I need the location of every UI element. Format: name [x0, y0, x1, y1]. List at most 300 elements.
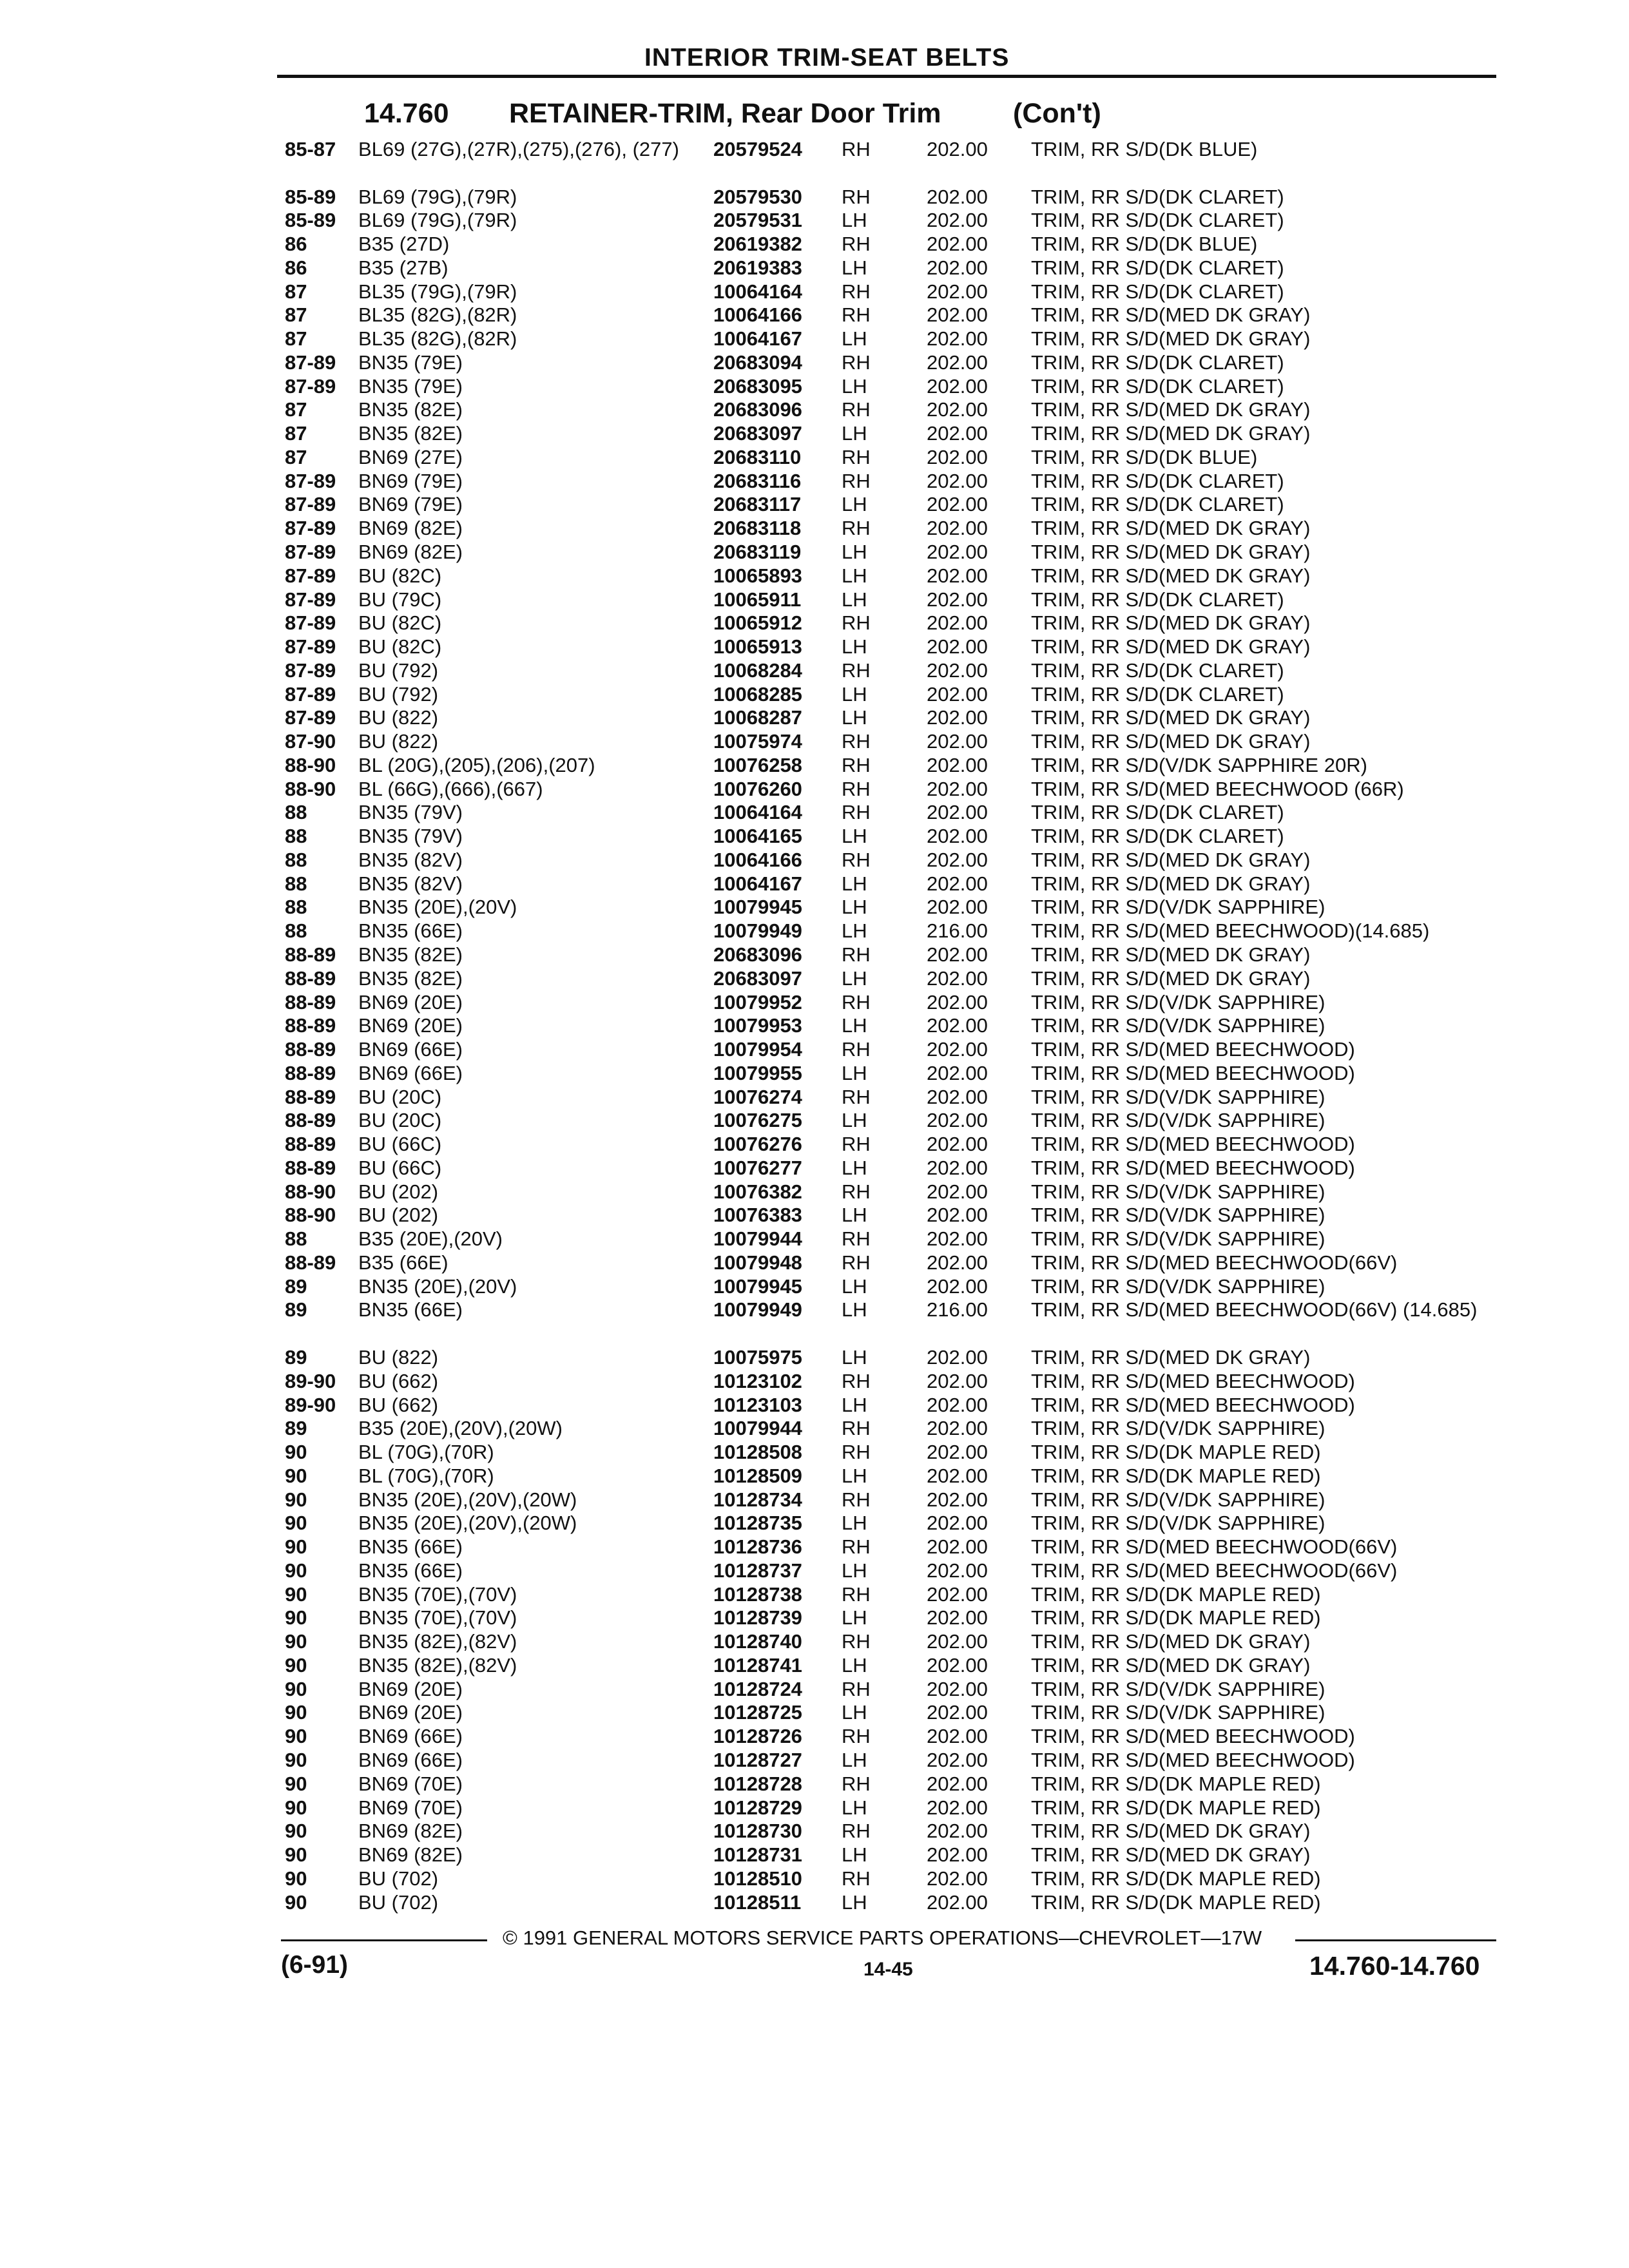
side-cell: RH [842, 1369, 871, 1392]
side-cell: LH [842, 1749, 867, 1771]
model-code-cell: BL69 (27G),(27R),(275),(276), (277) [358, 138, 679, 160]
part-number-cell: 10076260 [713, 777, 802, 800]
table-row [0, 398, 1629, 422]
model-code-cell: BN69 (20E) [358, 1014, 463, 1037]
model-year-cell: 88-89 [285, 943, 336, 966]
model-year-cell: 88-90 [285, 1180, 336, 1203]
table-row [0, 186, 1629, 209]
model-year-cell: 88-89 [285, 1038, 336, 1061]
side-cell: RH [842, 445, 871, 468]
model-year-cell: 87-89 [285, 517, 336, 540]
part-number-cell: 10128510 [713, 1867, 802, 1890]
description-cell: TRIM, RR S/D(DK MAPLE RED) [1031, 1796, 1321, 1819]
table-row [0, 1346, 1629, 1370]
side-cell: LH [842, 1653, 867, 1677]
description-cell: TRIM, RR S/D(V/DK SAPPHIRE) [1031, 896, 1325, 919]
side-cell: RH [842, 753, 871, 776]
model-year-cell: 89 [285, 1345, 307, 1369]
side-cell: LH [842, 1298, 867, 1321]
table-row [0, 1843, 1629, 1867]
table-row [0, 635, 1629, 659]
description-cell: TRIM, RR S/D(DK CLARET) [1031, 658, 1284, 682]
side-cell: RH [842, 1180, 871, 1203]
model-code-cell: BN35 (66E) [358, 919, 463, 943]
model-year-cell: 89-90 [285, 1369, 336, 1392]
part-number-cell: 10065893 [713, 564, 802, 587]
header-rule [277, 75, 1496, 78]
price-cell: 202.00 [927, 185, 988, 208]
price-cell: 202.00 [927, 777, 988, 800]
side-cell: LH [842, 564, 867, 587]
model-year-cell: 87-90 [285, 730, 336, 753]
description-cell: TRIM, RR S/D(MED DK GRAY) [1031, 327, 1311, 351]
model-year-cell: 88-89 [285, 966, 336, 990]
part-number-cell: 10128726 [713, 1725, 802, 1748]
model-code-cell: BN69 (70E) [358, 1772, 463, 1795]
table-row [0, 778, 1629, 802]
description-cell: TRIM, RR S/D(MED BEECHWOOD)(14.685) [1031, 919, 1430, 943]
price-cell: 202.00 [927, 966, 988, 990]
description-cell: TRIM, RR S/D(MED DK GRAY) [1031, 848, 1311, 871]
description-cell: TRIM, RR S/D(DK CLARET) [1031, 801, 1284, 824]
price-cell: 202.00 [927, 1820, 988, 1843]
table-row [0, 351, 1629, 375]
table-row [0, 754, 1629, 778]
table-row [0, 1583, 1629, 1607]
description-cell: TRIM, RR S/D(MED BEECHWOOD (66R) [1031, 777, 1404, 800]
model-code-cell: BU (20C) [358, 1085, 442, 1108]
table-row [0, 493, 1629, 517]
model-year-cell: 87-89 [285, 706, 336, 729]
price-cell: 202.00 [927, 1749, 988, 1771]
side-cell: LH [842, 1890, 867, 1914]
description-cell: TRIM, RR S/D(MED BEECHWOOD) [1031, 1393, 1355, 1416]
description-cell: TRIM, RR S/D(DK BLUE) [1031, 138, 1258, 160]
part-number-cell: 10128734 [713, 1488, 802, 1511]
table-row [0, 1749, 1629, 1773]
table-row [0, 1275, 1629, 1299]
side-cell: LH [842, 1393, 867, 1416]
model-code-cell: BN35 (66E) [358, 1535, 463, 1559]
model-year-cell: 90 [285, 1701, 307, 1724]
model-code-cell: BU (82C) [358, 635, 442, 658]
side-cell: LH [842, 1512, 867, 1535]
price-cell: 202.00 [927, 1393, 988, 1416]
part-number-cell: 10076276 [713, 1133, 802, 1156]
model-code-cell: BN35 (82E) [358, 422, 463, 445]
model-year-cell: 88-90 [285, 753, 336, 776]
footer-page-number: 14-45 [863, 1959, 913, 1980]
model-code-cell: BN35 (70E),(70V) [358, 1582, 517, 1606]
model-year-cell: 90 [285, 1559, 307, 1582]
table-row [0, 967, 1629, 991]
side-cell: RH [842, 1417, 871, 1440]
description-cell: TRIM, RR S/D(V/DK SAPPHIRE 20R) [1031, 753, 1367, 776]
side-cell: RH [842, 1133, 871, 1156]
description-cell: TRIM, RR S/D(DK MAPLE RED) [1031, 1464, 1321, 1487]
model-year-cell: 90 [285, 1890, 307, 1914]
model-year-cell: 90 [285, 1749, 307, 1771]
model-year-cell: 89-90 [285, 1393, 336, 1416]
side-cell: LH [842, 422, 867, 445]
price-cell: 202.00 [927, 848, 988, 871]
description-cell: TRIM, RR S/D(MED DK GRAY) [1031, 517, 1311, 540]
part-number-cell: 10128509 [713, 1464, 802, 1487]
model-year-cell: 87-89 [285, 493, 336, 516]
table-row [0, 1701, 1629, 1725]
part-number-cell: 10076258 [713, 753, 802, 776]
price-cell: 202.00 [927, 256, 988, 279]
model-year-cell: 88 [285, 848, 307, 871]
table-row [0, 1535, 1629, 1559]
description-cell: TRIM, RR S/D(DK CLARET) [1031, 682, 1284, 706]
model-year-cell: 87-89 [285, 658, 336, 682]
model-code-cell: BN35 (20E),(20V) [358, 896, 517, 919]
price-cell: 202.00 [927, 658, 988, 682]
table-row [0, 872, 1629, 896]
model-year-cell: 86 [285, 233, 307, 256]
price-cell: 202.00 [927, 1061, 988, 1084]
description-cell: TRIM, RR S/D(DK CLARET) [1031, 351, 1284, 374]
side-cell: RH [842, 1772, 871, 1795]
model-year-cell: 87 [285, 445, 307, 468]
price-cell: 202.00 [927, 1180, 988, 1203]
description-cell: TRIM, RR S/D(MED DK GRAY) [1031, 635, 1311, 658]
part-number-cell: 10064164 [713, 801, 802, 824]
side-cell: RH [842, 801, 871, 824]
side-cell: RH [842, 1820, 871, 1843]
part-number-cell: 20683094 [713, 351, 802, 374]
description-cell: TRIM, RR S/D(DK BLUE) [1031, 233, 1258, 256]
description-cell: TRIM, RR S/D(MED DK GRAY) [1031, 611, 1311, 635]
side-cell: RH [842, 1535, 871, 1559]
description-cell: TRIM, RR S/D(DK CLARET) [1031, 493, 1284, 516]
model-code-cell: BL35 (79G),(79R) [358, 280, 517, 303]
model-code-cell: BN69 (66E) [358, 1725, 463, 1748]
part-number-cell: 10076274 [713, 1085, 802, 1108]
description-cell: TRIM, RR S/D(MED BEECHWOOD) [1031, 1038, 1355, 1061]
description-cell: TRIM, RR S/D(V/DK SAPPHIRE) [1031, 1109, 1325, 1132]
part-number-cell: 10076383 [713, 1204, 802, 1227]
model-year-cell: 86 [285, 256, 307, 279]
model-year-cell: 88-89 [285, 1061, 336, 1084]
side-cell: RH [842, 1251, 871, 1274]
side-cell: LH [842, 682, 867, 706]
part-number-cell: 10079953 [713, 1014, 802, 1037]
part-number-cell: 20619383 [713, 256, 802, 279]
side-cell: RH [842, 1630, 871, 1653]
side-cell: RH [842, 777, 871, 800]
description-cell: TRIM, RR S/D(V/DK SAPPHIRE) [1031, 990, 1325, 1014]
table-row [0, 1038, 1629, 1062]
table-row [0, 730, 1629, 754]
description-cell: TRIM, RR S/D(MED BEECHWOOD(66V) (14.685) [1031, 1298, 1478, 1321]
side-cell: LH [842, 1796, 867, 1819]
part-number-cell: 10068284 [713, 658, 802, 682]
model-year-cell: 90 [285, 1677, 307, 1700]
part-number-cell: 20683097 [713, 422, 802, 445]
description-cell: TRIM, RR S/D(MED BEECHWOOD(66V) [1031, 1535, 1398, 1559]
model-code-cell: BN69 (82E) [358, 540, 463, 563]
part-number-cell: 10068287 [713, 706, 802, 729]
price-cell: 202.00 [927, 1630, 988, 1653]
model-year-cell: 90 [285, 1582, 307, 1606]
price-cell: 202.00 [927, 1109, 988, 1132]
price-cell: 202.00 [927, 540, 988, 563]
side-cell: LH [842, 256, 867, 279]
model-code-cell: BN35 (20E),(20V) [358, 1274, 517, 1298]
side-cell: LH [842, 327, 867, 351]
table-row [0, 1298, 1629, 1346]
price-cell: 202.00 [927, 1488, 988, 1511]
description-cell: TRIM, RR S/D(DK BLUE) [1031, 445, 1258, 468]
side-cell: RH [842, 1867, 871, 1890]
parts-table [0, 138, 1629, 1914]
side-cell: LH [842, 1606, 867, 1629]
part-number-cell: 10065912 [713, 611, 802, 635]
table-row [0, 541, 1629, 564]
model-year-cell: 88 [285, 919, 307, 943]
price-cell: 202.00 [927, 469, 988, 492]
side-cell: LH [842, 825, 867, 848]
model-year-cell: 85-87 [285, 138, 336, 160]
part-number-cell: 20579524 [713, 138, 802, 160]
description-cell: TRIM, RR S/D(DK CLARET) [1031, 825, 1284, 848]
price-cell: 202.00 [927, 1369, 988, 1392]
model-year-cell: 90 [285, 1725, 307, 1748]
price-cell: 202.00 [927, 1251, 988, 1274]
model-code-cell: BN35 (82E),(82V) [358, 1630, 517, 1653]
price-cell: 202.00 [927, 1464, 988, 1487]
model-code-cell: BU (702) [358, 1867, 439, 1890]
table-row [0, 1630, 1629, 1654]
model-year-cell: 89 [285, 1298, 307, 1321]
part-number-cell: 10079952 [713, 990, 802, 1014]
side-cell: RH [842, 730, 871, 753]
side-cell: LH [842, 1274, 867, 1298]
part-number-cell: 10076275 [713, 1109, 802, 1132]
model-year-cell: 88-89 [285, 1014, 336, 1037]
model-year-cell: 87 [285, 303, 307, 327]
description-cell: TRIM, RR S/D(DK CLARET) [1031, 209, 1284, 232]
table-row [0, 1062, 1629, 1086]
model-code-cell: BN35 (79E) [358, 351, 463, 374]
part-number-cell: 10123103 [713, 1393, 802, 1416]
price-cell: 202.00 [927, 398, 988, 421]
table-row [0, 1488, 1629, 1512]
footer-rule-right [1295, 1939, 1496, 1941]
part-number-cell: 10079954 [713, 1038, 802, 1061]
part-number-cell: 20683096 [713, 398, 802, 421]
side-cell: LH [842, 374, 867, 398]
model-year-cell: 88 [285, 872, 307, 895]
model-code-cell: BN35 (82E) [358, 398, 463, 421]
price-cell: 202.00 [927, 990, 988, 1014]
model-code-cell: BN35 (20E),(20V),(20W) [358, 1488, 577, 1511]
side-cell: LH [842, 1204, 867, 1227]
part-number-cell: 10123102 [713, 1369, 802, 1392]
description-cell: TRIM, RR S/D(MED BEECHWOOD) [1031, 1156, 1355, 1179]
description-cell: TRIM, RR S/D(MED DK GRAY) [1031, 564, 1311, 587]
description-cell: TRIM, RR S/D(MED DK GRAY) [1031, 1345, 1311, 1369]
model-code-cell: BU (822) [358, 730, 439, 753]
description-cell: TRIM, RR S/D(MED DK GRAY) [1031, 966, 1311, 990]
part-number-cell: 10128728 [713, 1772, 802, 1795]
price-cell: 202.00 [927, 1227, 988, 1251]
model-code-cell: BL69 (79G),(79R) [358, 185, 517, 208]
model-code-cell: BN69 (20E) [358, 990, 463, 1014]
model-code-cell: BN69 (82E) [358, 1843, 463, 1867]
part-number-cell: 10064167 [713, 872, 802, 895]
model-code-cell: B35 (20E),(20V) [358, 1227, 503, 1251]
section-name: RETAINER-TRIM, Rear Door Trim [509, 98, 941, 129]
price-cell: 202.00 [927, 1582, 988, 1606]
model-code-cell: BU (202) [358, 1180, 439, 1203]
price-cell: 202.00 [927, 1701, 988, 1724]
table-row [0, 1891, 1629, 1915]
model-year-cell: 88 [285, 1227, 307, 1251]
model-year-cell: 88-89 [285, 1133, 336, 1156]
price-cell: 202.00 [927, 1653, 988, 1677]
side-cell: RH [842, 398, 871, 421]
table-row [0, 1725, 1629, 1749]
side-cell: LH [842, 1061, 867, 1084]
table-row [0, 1204, 1629, 1227]
part-number-cell: 10065911 [713, 588, 802, 611]
model-code-cell: BU (66C) [358, 1133, 442, 1156]
side-cell: RH [842, 280, 871, 303]
part-number-cell: 10128735 [713, 1512, 802, 1535]
description-cell: TRIM, RR S/D(V/DK SAPPHIRE) [1031, 1014, 1325, 1037]
table-row [0, 303, 1629, 327]
table-row [0, 706, 1629, 730]
price-cell: 202.00 [927, 588, 988, 611]
model-code-cell: BN35 (82E) [358, 943, 463, 966]
part-number-cell: 10075974 [713, 730, 802, 753]
description-cell: TRIM, RR S/D(DK CLARET) [1031, 185, 1284, 208]
side-cell: LH [842, 919, 867, 943]
model-code-cell: BN35 (79V) [358, 801, 463, 824]
side-cell: LH [842, 540, 867, 563]
side-cell: RH [842, 1582, 871, 1606]
side-cell: RH [842, 303, 871, 327]
model-code-cell: BN69 (20E) [358, 1701, 463, 1724]
part-number-cell: 20619382 [713, 233, 802, 256]
model-code-cell: BL (66G),(666),(667) [358, 777, 543, 800]
section-continued: (Con't) [1013, 98, 1101, 129]
table-row [0, 1678, 1629, 1702]
part-number-cell: 20683117 [713, 493, 802, 516]
table-row [0, 256, 1629, 280]
part-number-cell: 10128731 [713, 1843, 802, 1867]
price-cell: 202.00 [927, 706, 988, 729]
model-code-cell: BU (82C) [358, 564, 442, 587]
side-cell: LH [842, 706, 867, 729]
model-year-cell: 88-90 [285, 777, 336, 800]
price-cell: 202.00 [927, 635, 988, 658]
model-year-cell: 87-89 [285, 611, 336, 635]
table-row [0, 1512, 1629, 1535]
price-cell: 202.00 [927, 1417, 988, 1440]
price-cell: 202.00 [927, 1274, 988, 1298]
part-number-cell: 10076382 [713, 1180, 802, 1203]
model-code-cell: BN69 (66E) [358, 1749, 463, 1771]
side-cell: RH [842, 943, 871, 966]
table-row [0, 825, 1629, 849]
description-cell: TRIM, RR S/D(V/DK SAPPHIRE) [1031, 1274, 1325, 1298]
side-cell: LH [842, 209, 867, 232]
table-row [0, 1394, 1629, 1418]
part-number-cell: 10064165 [713, 825, 802, 848]
part-number-cell: 20683119 [713, 540, 802, 563]
model-code-cell: BU (202) [358, 1204, 439, 1227]
model-year-cell: 87-89 [285, 564, 336, 587]
part-number-cell: 10075975 [713, 1345, 802, 1369]
price-cell: 202.00 [927, 1441, 988, 1464]
price-cell: 202.00 [927, 872, 988, 895]
price-cell: 202.00 [927, 682, 988, 706]
description-cell: TRIM, RR S/D(DK CLARET) [1031, 588, 1284, 611]
part-number-cell: 10079948 [713, 1251, 802, 1274]
description-cell: TRIM, RR S/D(MED BEECHWOOD) [1031, 1061, 1355, 1084]
model-year-cell: 87 [285, 280, 307, 303]
table-row [0, 1417, 1629, 1441]
price-cell: 202.00 [927, 1677, 988, 1700]
part-number-cell: 10079944 [713, 1227, 802, 1251]
model-year-cell: 88 [285, 825, 307, 848]
section-number: 14.760 [364, 98, 449, 129]
description-cell: TRIM, RR S/D(V/DK SAPPHIRE) [1031, 1701, 1325, 1724]
side-cell: LH [842, 872, 867, 895]
table-row [0, 1086, 1629, 1110]
price-cell: 202.00 [927, 1204, 988, 1227]
price-cell: 202.00 [927, 825, 988, 848]
price-cell: 202.00 [927, 1606, 988, 1629]
footer-rule-left [281, 1939, 487, 1941]
description-cell: TRIM, RR S/D(MED DK GRAY) [1031, 1653, 1311, 1677]
table-row [0, 1867, 1629, 1891]
part-number-cell: 10079949 [713, 1298, 802, 1321]
table-row [0, 375, 1629, 399]
model-code-cell: BN69 (27E) [358, 445, 463, 468]
part-number-cell: 20683096 [713, 943, 802, 966]
model-code-cell: BN35 (82V) [358, 872, 463, 895]
part-number-cell: 10128739 [713, 1606, 802, 1629]
part-number-cell: 10128738 [713, 1582, 802, 1606]
price-cell: 202.00 [927, 517, 988, 540]
side-cell: LH [842, 1843, 867, 1867]
price-cell: 202.00 [927, 138, 988, 160]
side-cell: LH [842, 1014, 867, 1037]
model-year-cell: 88-89 [285, 1251, 336, 1274]
model-code-cell: BN69 (79E) [358, 469, 463, 492]
table-row [0, 422, 1629, 446]
model-year-cell: 90 [285, 1820, 307, 1843]
table-row [0, 1773, 1629, 1796]
model-year-cell: 87 [285, 327, 307, 351]
table-row [0, 991, 1629, 1015]
description-cell: TRIM, RR S/D(V/DK SAPPHIRE) [1031, 1488, 1325, 1511]
model-year-cell: 87-89 [285, 374, 336, 398]
table-row [0, 659, 1629, 683]
model-year-cell: 87-89 [285, 682, 336, 706]
description-cell: TRIM, RR S/D(MED DK GRAY) [1031, 943, 1311, 966]
table-row [0, 138, 1629, 186]
table-row [0, 896, 1629, 919]
side-cell: RH [842, 1038, 871, 1061]
model-year-cell: 88 [285, 801, 307, 824]
side-cell: LH [842, 1156, 867, 1179]
